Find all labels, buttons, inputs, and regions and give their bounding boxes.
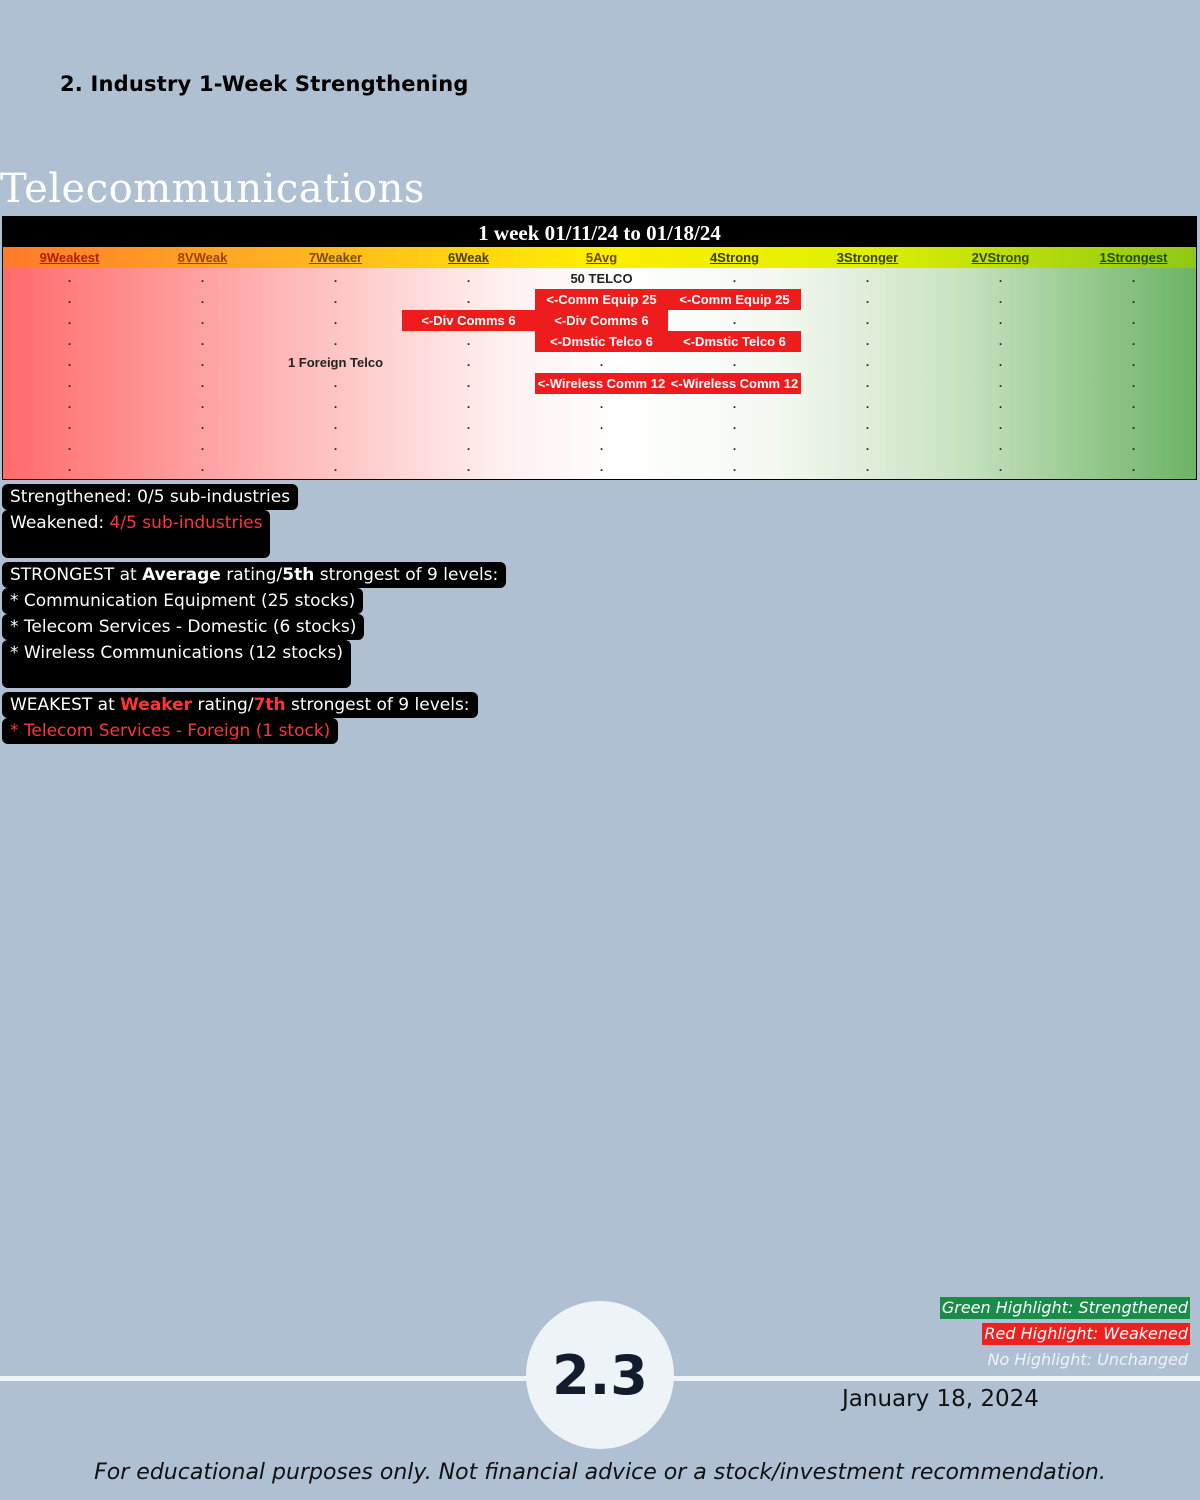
grid-dot: .	[67, 313, 72, 327]
grid-dot: .	[200, 418, 205, 432]
grid-dot: .	[998, 355, 1003, 369]
grid-dot: .	[732, 418, 737, 432]
grid-dot: .	[865, 418, 870, 432]
grid-dot: .	[200, 271, 205, 285]
grid-dot: .	[200, 397, 205, 411]
rating-grid	[2, 216, 1197, 480]
grid-dot: .	[67, 376, 72, 390]
strongest-mid: rating/	[220, 565, 283, 585]
grid-dot: .	[1131, 292, 1136, 306]
grid-dot: .	[466, 271, 471, 285]
strongest-item: * Wireless Communications (12 stocks)	[2, 640, 351, 688]
strongest-heading	[2, 562, 506, 588]
grid-dot: .	[200, 439, 205, 453]
grid-dot: .	[333, 418, 338, 432]
grid-dot: .	[599, 460, 604, 474]
grid-header: 1 week 01/11/24 to 01/18/24	[3, 217, 1196, 247]
level-label: 3Stronger	[836, 250, 899, 265]
grid-dot: .	[998, 397, 1003, 411]
grid-dot: .	[865, 271, 870, 285]
grid-cell: <-Wireless Comm 12	[535, 373, 668, 394]
level-label: 4Strong	[709, 250, 760, 265]
grid-cell: <-Div Comms 6	[535, 310, 668, 331]
grid-dot: .	[466, 418, 471, 432]
grid-dot: .	[333, 313, 338, 327]
grid-dot: .	[200, 334, 205, 348]
grid-dot: .	[998, 376, 1003, 390]
grid-dot: .	[732, 439, 737, 453]
strongest-rank: 5th	[282, 565, 315, 585]
grid-dot: .	[1131, 460, 1136, 474]
report-date: January 18, 2024	[842, 1386, 1039, 1412]
strongest-item: * Communication Equipment (25 stocks)	[2, 588, 363, 614]
levels-row	[3, 247, 1196, 268]
grid-dot: .	[865, 334, 870, 348]
grid-dot: .	[333, 376, 338, 390]
weakest-rating: Weaker	[120, 695, 193, 715]
page-number-badge	[526, 1301, 674, 1449]
grid-dot: .	[1131, 439, 1136, 453]
grid-cell: <-Comm Equip 25	[668, 289, 801, 310]
grid-cell: <-Wireless Comm 12	[668, 373, 801, 394]
grid-dot: .	[1131, 397, 1136, 411]
grid-dot: .	[466, 439, 471, 453]
grid-dot: .	[998, 418, 1003, 432]
grid-dot: .	[865, 439, 870, 453]
grid-dot: .	[67, 418, 72, 432]
level-label: 1Strongest	[1099, 250, 1168, 265]
grid-dot: .	[67, 334, 72, 348]
strengthened-value: 0/5 sub-industries	[137, 487, 291, 507]
grid-dot: .	[732, 460, 737, 474]
grid-body	[3, 268, 1196, 479]
grid-dot: .	[998, 439, 1003, 453]
level-label: 7Weaker	[308, 250, 363, 265]
disclaimer-footer: For educational purposes only. Not financial advice or a stock/investment recommendation.	[94, 1460, 1106, 1485]
grid-dot: .	[200, 376, 205, 390]
grid-dot: .	[466, 397, 471, 411]
grid-dot: .	[865, 460, 870, 474]
strengthened-note	[2, 484, 298, 510]
grid-dot: .	[466, 376, 471, 390]
grid-dot: .	[732, 313, 737, 327]
grid-cell: <-Dmstic Telco 6	[535, 331, 668, 352]
grid-dot: .	[466, 355, 471, 369]
grid-dot: .	[865, 313, 870, 327]
grid-dot: .	[865, 355, 870, 369]
grid-dot: .	[599, 397, 604, 411]
weakest-prefix: WEAKEST at	[10, 695, 121, 715]
weakest-rank: 7th	[253, 695, 286, 715]
grid-dot: .	[333, 460, 338, 474]
level-label: 8VWeak	[177, 250, 228, 265]
grid-dot: .	[67, 397, 72, 411]
grid-cell: <-Comm Equip 25	[535, 289, 668, 310]
legend-strengthened: Green Highlight: Strengthened	[941, 1298, 1188, 1317]
grid-dot: .	[200, 292, 205, 306]
level-label: 5Avg	[585, 250, 618, 265]
grid-dot: .	[1131, 313, 1136, 327]
grid-dot: .	[333, 292, 338, 306]
grid-cell: 50 TELCO	[570, 271, 633, 286]
strongest-item: * Telecom Services - Domestic (6 stocks)	[2, 614, 364, 640]
grid-dot: .	[1131, 376, 1136, 390]
weakest-item	[2, 718, 338, 744]
strongest-rating: Average	[142, 565, 221, 585]
grid-dot: .	[333, 334, 338, 348]
grid-dot: .	[466, 292, 471, 306]
grid-dot: .	[67, 271, 72, 285]
grid-dot: .	[1131, 418, 1136, 432]
grid-dot: .	[67, 439, 72, 453]
grid-dot: .	[998, 292, 1003, 306]
grid-dot: .	[67, 460, 72, 474]
strengthened-prefix: Strengthened:	[10, 487, 138, 507]
weakest-suffix: strongest of 9 levels:	[285, 695, 470, 715]
grid-dot: .	[599, 418, 604, 432]
grid-dot: .	[732, 355, 737, 369]
legend-weakened: Red Highlight: Weakened	[984, 1324, 1188, 1343]
grid-dot: .	[998, 313, 1003, 327]
grid-dot: .	[865, 376, 870, 390]
weakest-heading	[2, 692, 478, 718]
grid-dot: .	[1131, 334, 1136, 348]
grid-dot: .	[998, 271, 1003, 285]
grid-dot: .	[599, 439, 604, 453]
grid-cell: 1 Foreign Telco	[287, 355, 384, 370]
grid-cell: <-Dmstic Telco 6	[668, 331, 801, 352]
level-label: 6Weak	[448, 250, 489, 265]
grid-dot: .	[466, 460, 471, 474]
level-label: 2VStrong	[971, 250, 1030, 265]
grid-dot: .	[865, 292, 870, 306]
grid-dot: .	[200, 313, 205, 327]
strongest-prefix: STRONGEST at	[10, 565, 143, 585]
weakest-item-text: * Telecom Services - Foreign (1 stock)	[10, 721, 331, 741]
weakened-note	[2, 510, 270, 558]
grid-dot: .	[67, 292, 72, 306]
weakened-value: 4/5 sub-industries	[109, 513, 263, 533]
grid-dot: .	[599, 355, 604, 369]
grid-dot: .	[732, 271, 737, 285]
grid-dot: .	[67, 355, 72, 369]
grid-dot: .	[333, 439, 338, 453]
weakest-mid: rating/	[192, 695, 254, 715]
grid-cell: <-Div Comms 6	[402, 310, 535, 331]
page-number: 2.3	[552, 1343, 648, 1407]
grid-dot: .	[1131, 271, 1136, 285]
industry-title: Telecommunications	[0, 166, 425, 212]
section-title: 2. Industry 1-Week Strengthening	[60, 72, 469, 96]
grid-dot: .	[998, 334, 1003, 348]
legend-unchanged: No Highlight: Unchanged	[987, 1350, 1188, 1369]
grid-dot: .	[200, 355, 205, 369]
grid-dot: .	[466, 334, 471, 348]
grid-dot: .	[1131, 355, 1136, 369]
grid-dot: .	[865, 397, 870, 411]
level-label: 9Weakest	[39, 250, 100, 265]
grid-dot: .	[200, 460, 205, 474]
grid-dot: .	[732, 397, 737, 411]
grid-dot: .	[333, 397, 338, 411]
grid-dot: .	[998, 460, 1003, 474]
weakened-prefix: Weakened:	[10, 513, 110, 533]
strongest-suffix: strongest of 9 levels:	[314, 565, 499, 585]
grid-dot: .	[333, 271, 338, 285]
